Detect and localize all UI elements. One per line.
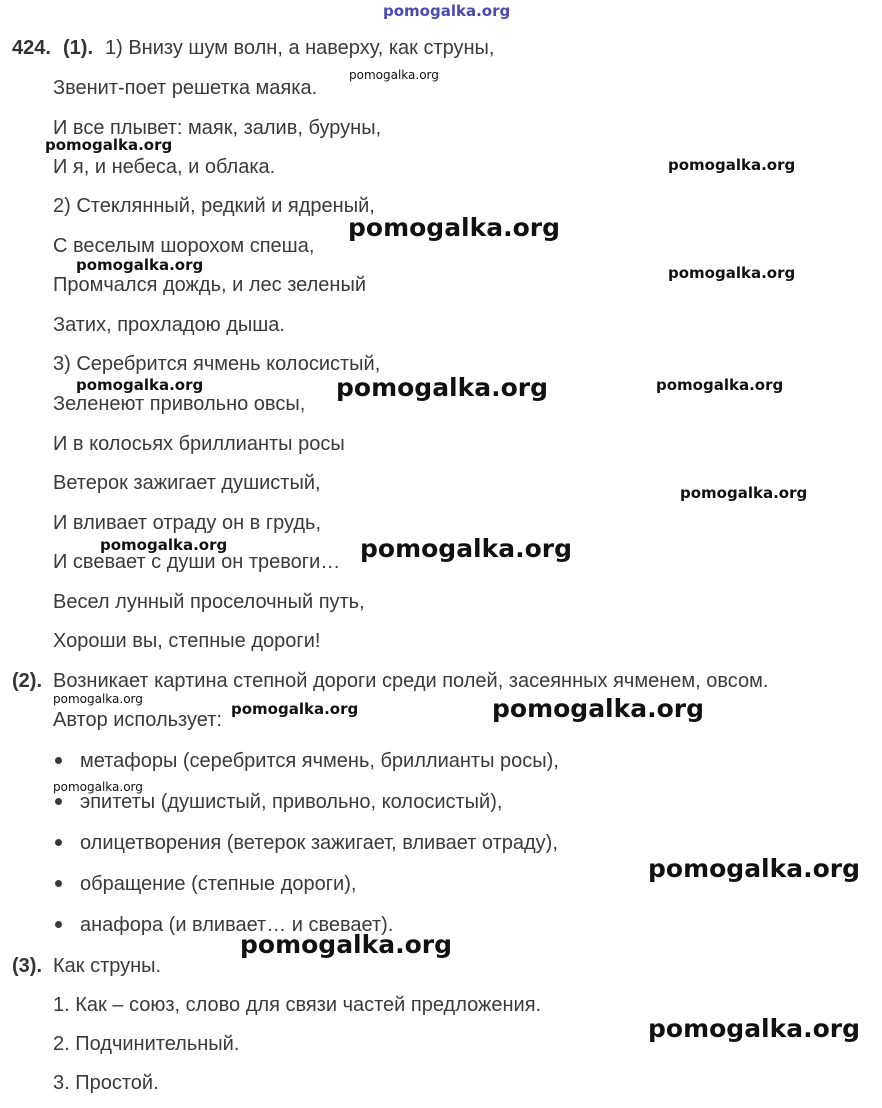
exercise-number: 424.	[12, 37, 51, 59]
poem-line: Зеленеют привольно овсы,	[53, 393, 306, 415]
watermark: pomogalka.org	[336, 373, 549, 402]
poem-line: И я, и небеса, и облака.	[53, 156, 276, 178]
watermark: pomogalka.org	[360, 534, 573, 563]
part2-marker: (2).	[12, 670, 42, 692]
poem-line: 1) Внизу шум волн, а наверху, как струны,	[105, 37, 495, 59]
bullet-dot	[55, 798, 62, 805]
watermark: pomogalka.org	[668, 264, 796, 282]
poem-line: Промчался дождь, и лес зеленый	[53, 274, 366, 296]
watermark: pomogalka.org	[668, 156, 796, 174]
part3-item: 2. Подчинительный.	[53, 1033, 240, 1055]
poem-line: С веселым шорохом спеша,	[53, 235, 315, 257]
device-item: метафоры (серебрится ячмень, бриллианты росы),	[80, 750, 559, 772]
header-watermark-link[interactable]: pomogalka.org	[383, 2, 511, 20]
poem-line: Весел лунный проселочный путь,	[53, 591, 365, 613]
poem-line: 3) Серебрится ячмень колосистый,	[53, 353, 381, 375]
watermark: pomogalka.org	[348, 213, 561, 242]
watermark: pomogalka.org	[45, 136, 173, 154]
watermark: pomogalka.org	[648, 854, 861, 883]
poem-line: И в колосьях бриллианты росы	[53, 433, 345, 455]
device-item: олицетворения (ветерок зажигает, вливает отраду),	[80, 832, 558, 854]
poem-line: Хороши вы, степные дороги!	[53, 630, 321, 652]
bullet-dot	[55, 839, 62, 846]
device-item: обращение (степные дороги),	[80, 873, 357, 895]
watermark: pomogalka.org	[53, 692, 143, 706]
poem-line: Затих, прохладою дыша.	[53, 314, 285, 336]
poem-line: Ветерок зажигает душистый,	[53, 472, 321, 494]
watermark: pomogalka.org	[648, 1014, 861, 1043]
device-item: эпитеты (душистый, привольно, колосистый),	[80, 791, 503, 813]
part3-item: 3. Простой.	[53, 1072, 159, 1094]
watermark: pomogalka.org	[76, 376, 204, 394]
watermark: pomogalka.org	[53, 780, 143, 794]
part3-text: Как струны.	[53, 955, 162, 977]
poem-line: Звенит-поет решетка маяка.	[53, 77, 318, 99]
poem-line: 2) Стеклянный, редкий и ядреный,	[53, 195, 375, 217]
part1-marker: (1).	[63, 37, 93, 59]
part3-marker: (3).	[12, 955, 42, 977]
part2-intro: Автор использует:	[53, 709, 222, 731]
bullet-dot	[55, 757, 62, 764]
poem-line: И свевает с души он тревоги…	[53, 551, 341, 573]
watermark: pomogalka.org	[231, 700, 359, 718]
part2-text: Возникает картина степной дороги среди полей, засеянных ячменем, овсом.	[53, 670, 769, 692]
watermark: pomogalka.org	[680, 484, 808, 502]
watermark: pomogalka.org	[100, 536, 228, 554]
poem-line: И все плывет: маяк, залив, буруны,	[53, 117, 382, 139]
part3-item: 1. Как – союз, слово для связи частей предложения.	[53, 994, 542, 1016]
poem-line: И вливает отраду он в грудь,	[53, 512, 322, 534]
watermark: pomogalka.org	[656, 376, 784, 394]
watermark: pomogalka.org	[492, 694, 705, 723]
device-item: анафора (и вливает… и свевает).	[80, 914, 394, 936]
watermark: pomogalka.org	[349, 68, 439, 82]
watermark: pomogalka.org	[240, 930, 453, 959]
watermark: pomogalka.org	[76, 256, 204, 274]
bullet-dot	[55, 880, 62, 887]
bullet-dot	[55, 921, 62, 928]
